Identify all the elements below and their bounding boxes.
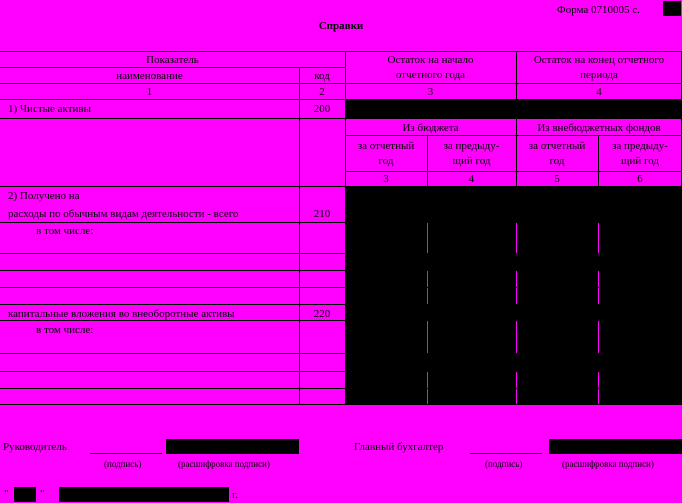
- subheader-previous-2b: щий год: [620, 155, 659, 167]
- received-sub1-funds-current[interactable]: [517, 223, 598, 253]
- subheader-num-5: 5: [554, 173, 560, 185]
- row-capital-label: капитальные вложения во внеоборотные активы: [8, 308, 235, 320]
- header-indicator: Показатель: [146, 54, 199, 66]
- chief-decode-field[interactable]: [549, 439, 682, 454]
- chief-accountant-label: Главный бухгалтер: [354, 441, 444, 453]
- received-total-field[interactable]: [346, 187, 681, 222]
- net-assets-start-field[interactable]: [346, 100, 516, 118]
- chief-decode-hint: (расшифровка подписи): [562, 459, 654, 469]
- date-quote-open: ": [4, 488, 9, 500]
- received-sub4-funds-current[interactable]: [517, 288, 598, 304]
- row-received-code: 210: [313, 208, 331, 220]
- subheader-current-1a: за отчетный: [357, 140, 415, 152]
- head-signature-line[interactable]: [90, 453, 162, 454]
- col-num-4: 4: [596, 86, 602, 98]
- received-sub3-budget-previous[interactable]: [428, 271, 516, 287]
- col-num-3: 3: [427, 86, 434, 98]
- head-label: Руководитель: [3, 441, 67, 453]
- chief-signature-hint: (подпись): [485, 459, 523, 469]
- row-received-incl: в том числе:: [36, 225, 94, 237]
- received-sub2-field[interactable]: [346, 254, 681, 270]
- date-year-suffix: г.: [232, 489, 239, 501]
- received-sub3-budget-current[interactable]: [346, 271, 427, 287]
- col-num-2: 2: [319, 86, 325, 98]
- capital-sub3-budget-current[interactable]: [346, 372, 427, 388]
- date-month-year-field[interactable]: [59, 487, 229, 502]
- header-end-balance-1: Остаток на конец отчетного: [533, 54, 665, 66]
- capital-sub4-budget-previous[interactable]: [428, 389, 516, 404]
- capital-sub3-budget-previous[interactable]: [428, 372, 516, 388]
- subheader-num-4: 4: [468, 173, 475, 185]
- chief-signature-line[interactable]: [470, 453, 542, 454]
- capital-sub3-funds-previous[interactable]: [599, 372, 681, 388]
- capital-sub1-funds-previous[interactable]: [599, 321, 681, 353]
- header-code: код: [314, 70, 330, 82]
- capital-sub4-funds-previous[interactable]: [599, 389, 681, 404]
- received-sub1-budget-previous[interactable]: [428, 223, 516, 253]
- subheader-current-2b: год: [549, 155, 565, 167]
- form-label: Форма 0710005 с.: [557, 4, 640, 16]
- header-end-balance-2: периода: [580, 69, 618, 81]
- header-start-balance-1: Остаток на начало: [387, 54, 474, 66]
- subheader-current-2a: за отчетный: [528, 140, 586, 152]
- row-received-label-1: 2) Получено на: [8, 190, 80, 202]
- capital-sub1-budget-current[interactable]: [346, 321, 427, 353]
- subheader-current-1b: год: [378, 155, 394, 167]
- received-sub3-funds-current[interactable]: [517, 271, 598, 287]
- capital-sub2-field[interactable]: [346, 354, 681, 371]
- capital-sub1-funds-current[interactable]: [517, 321, 598, 353]
- subheader-previous-2a: за предыду-: [612, 140, 668, 152]
- subheader-previous-1a: за предыду-: [443, 140, 500, 152]
- date-day-field[interactable]: [14, 487, 36, 502]
- received-sub1-budget-current[interactable]: [346, 223, 427, 253]
- received-sub4-budget-current[interactable]: [346, 288, 427, 304]
- head-signature-hint: (подпись): [104, 459, 142, 469]
- subheader-num-3: 3: [383, 173, 389, 185]
- row-capital-code: 220: [313, 308, 331, 320]
- header-name: наименование: [116, 70, 183, 82]
- capital-total-field[interactable]: [346, 305, 681, 320]
- received-sub4-budget-previous[interactable]: [428, 288, 516, 304]
- capital-sub3-funds-current[interactable]: [517, 372, 598, 388]
- subheader-budget: Из бюджета: [402, 122, 459, 134]
- subheader-previous-1b: щий год: [452, 155, 491, 167]
- page-number-field[interactable]: [663, 1, 681, 16]
- net-assets-end-field[interactable]: [517, 100, 681, 118]
- received-sub1-funds-previous[interactable]: [599, 223, 681, 253]
- row-net-assets-label: 1) Чистые активы: [8, 103, 92, 115]
- capital-sub1-budget-previous[interactable]: [428, 321, 516, 353]
- date-quote-close: ": [40, 488, 45, 500]
- col-num-1: 1: [146, 86, 153, 98]
- head-decode-field[interactable]: [166, 439, 299, 454]
- row-net-assets-code: 200: [313, 103, 331, 115]
- row-capital-incl: в том числе:: [36, 324, 94, 336]
- header-start-balance-2: отчетного года: [395, 69, 466, 81]
- capital-sub4-funds-current[interactable]: [517, 389, 598, 404]
- subheader-num-6: 6: [637, 173, 643, 185]
- subheader-offbudget: Из внебюджетных фондов: [537, 122, 661, 134]
- page-title: Справки: [318, 20, 364, 32]
- received-sub3-funds-previous[interactable]: [599, 271, 681, 287]
- head-decode-hint: (расшифровка подписи): [178, 459, 270, 469]
- received-sub4-funds-previous[interactable]: [599, 288, 681, 304]
- capital-sub4-budget-current[interactable]: [346, 389, 427, 404]
- row-received-label-2: расходы по обычным видам деятельности - всего: [8, 208, 239, 220]
